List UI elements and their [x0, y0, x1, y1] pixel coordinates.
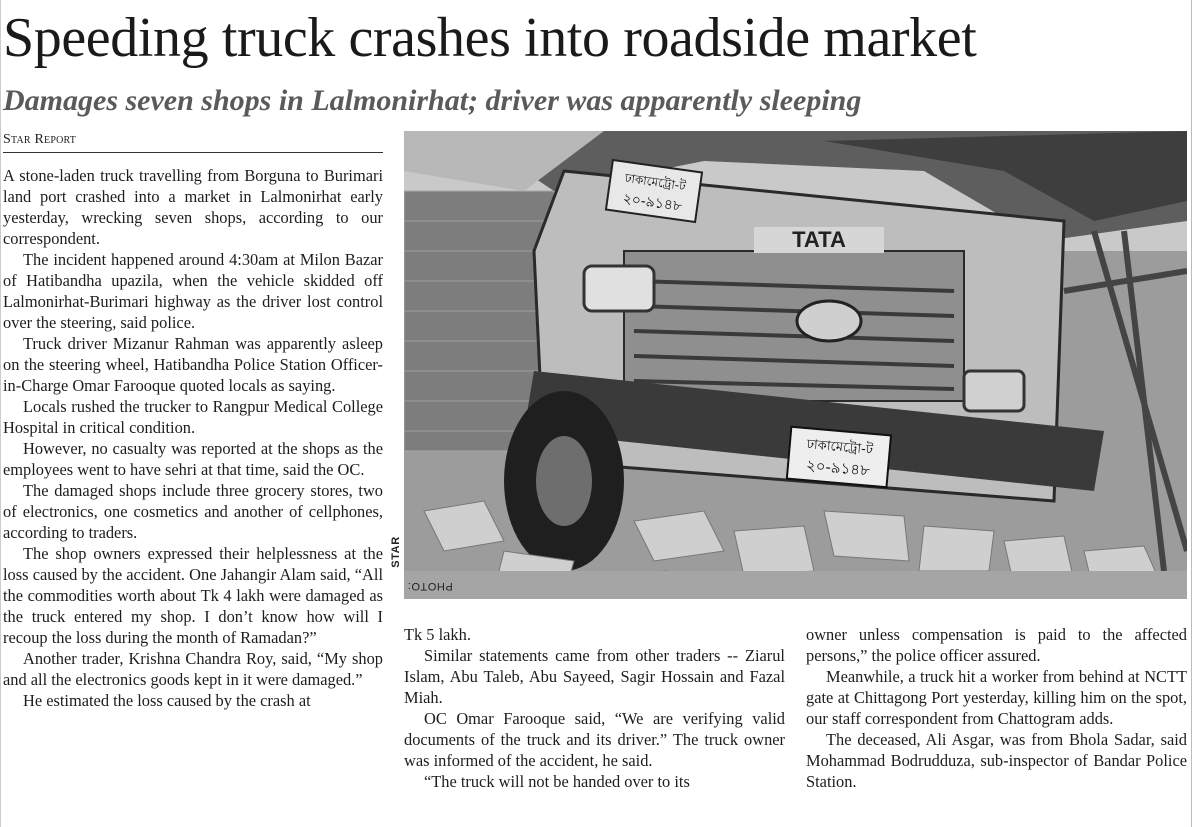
truck-brand-text: TATA: [792, 227, 846, 252]
bumper-plate-line1: ঢাকামেট্রো-ট: [805, 437, 874, 458]
photo-credit-label: PHOTO:: [407, 580, 453, 592]
truck-crash-photo: [404, 131, 1187, 599]
paragraph: Locals rushed the trucker to Rangpur Medical College Hospital in critical condition.: [3, 397, 383, 437]
paragraph: “The truck will not be handed over to its: [424, 772, 690, 791]
paragraph: Another trader, Krishna Chandra Roy, said, “My shop and all the electronics goods kept in it were damaged.”: [3, 649, 383, 689]
paragraph: Meanwhile, a truck hit a worker from behind at NCTT gate at Chittagong Port yesterday, killing him on the spot, our staff correspondent from Chattogram adds.: [806, 667, 1187, 728]
top-plate-line1: ঢাকামেট্রো-ট: [623, 170, 687, 194]
paragraph: Tk 5 lakh.: [404, 625, 471, 644]
paragraph: He estimated the loss caused by the crash at: [23, 691, 311, 710]
photo-credit-source: STAR: [390, 536, 402, 568]
paragraph: The damaged shops include three grocery stores, two of electronics, one cosmetics and another of cellphones, according to traders.: [3, 481, 383, 542]
paragraph: The incident happened around 4:30am at Milon Bazar of Hatibandha upazila, when the vehicle skidded off Lalmonirhat-Burimari highway as the driver lost control over the steering, said police.: [3, 250, 383, 332]
paragraph: OC Omar Farooque said, “We are verifying valid documents of the truck and its driver.” The truck owner was informed of the accident, he said.: [404, 709, 785, 770]
headline: Speeding truck crashes into roadside market: [3, 7, 977, 69]
article-column-3: [806, 624, 1187, 792]
article-column-1: [3, 165, 383, 711]
paragraph: owner unless compensation is paid to the affected persons,” the police officer assured.: [806, 625, 1187, 665]
paragraph: A stone-laden truck travelling from Borguna to Burimari land port crashed into a market in Lalmonirhat early yesterday, wrecking seven shops, according to our correspondent.: [3, 166, 383, 248]
page-edge-right: [1191, 0, 1192, 827]
byline: Star Report: [3, 131, 383, 153]
bumper-plate-line2: ২০-৯১৪৮: [805, 456, 871, 480]
paragraph: Truck driver Mizanur Rahman was apparently asleep on the steering wheel, Hatibandha Police Station Officer-in-Charge Omar Farooque quoted locals as saying.: [3, 334, 383, 395]
paragraph: The shop owners expressed their helplessness at the loss caused by the accident. One Jahangir Alam said, “All the commodities worth about Tk 4 lakh were damaged as the truck entered my shop. I don’t know how will I recoup the loss during the month of Ramadan?”: [3, 544, 383, 647]
paragraph: The deceased, Ali Asgar, was from Bhola Sadar, said Mohammad Bodrudduza, sub-inspector of Bandar Police Station.: [806, 730, 1187, 791]
top-plate-line2: ২০-৯১৪৮: [621, 190, 683, 215]
paragraph: Similar statements came from other traders -- Ziarul Islam, Abu Taleb, Abu Sayeed, Sagir Hossain and Fazal Miah.: [404, 646, 785, 707]
photo-credit: [385, 512, 453, 602]
article-column-2: [404, 624, 785, 792]
page-edge-left: [0, 0, 1, 827]
subheadline: Damages seven shops in Lalmonirhat; driver was apparently sleeping: [3, 84, 862, 117]
paragraph: However, no casualty was reported at the shops as the employees went to have sehri at that time, said the OC.: [3, 439, 383, 479]
